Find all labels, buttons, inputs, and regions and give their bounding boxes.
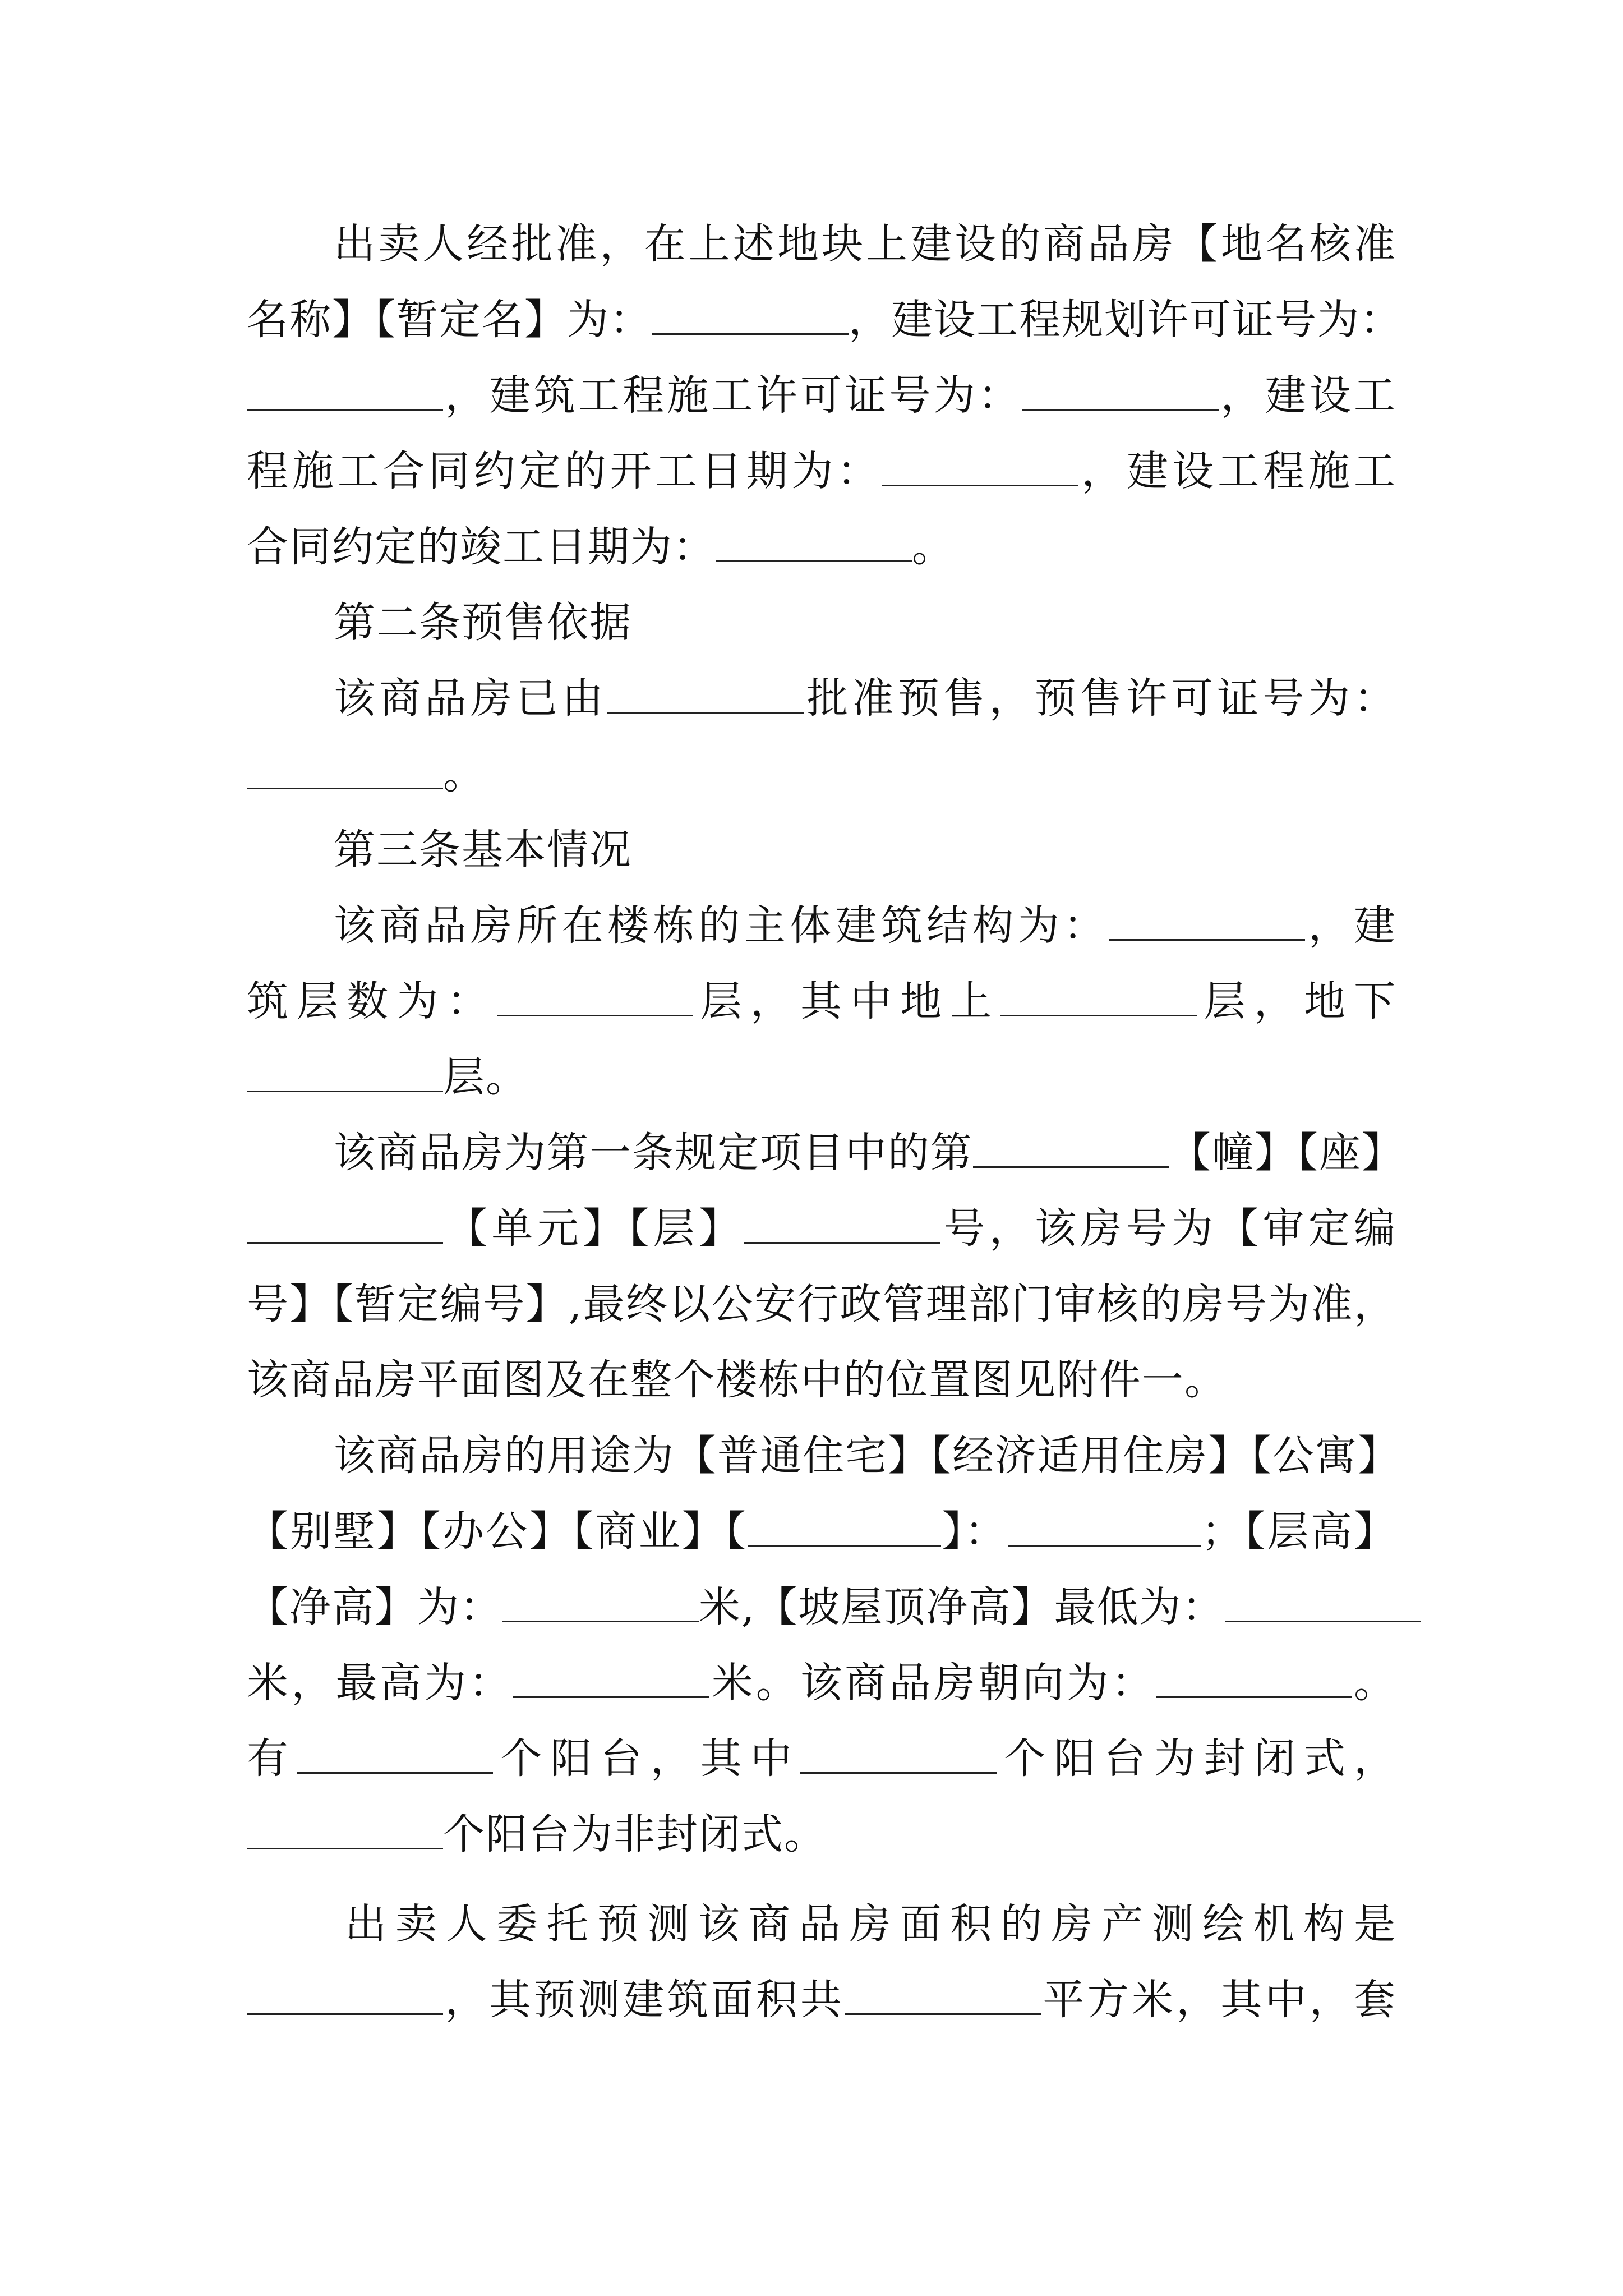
text: 】： xyxy=(941,1507,1008,1556)
paragraph-line xyxy=(247,1806,1396,1862)
text: 有 xyxy=(247,1734,297,1783)
text: ，建设工程规划许可证号为： xyxy=(849,296,1403,344)
blank-field xyxy=(1000,1013,1197,1016)
text: 该商品房已由 xyxy=(334,674,607,723)
paragraph-line xyxy=(247,1655,1396,1711)
paragraph-line xyxy=(247,519,1396,575)
blank-field xyxy=(607,710,804,714)
blank-field xyxy=(1109,937,1305,941)
paragraph-line xyxy=(247,1352,1396,1408)
text: 。 xyxy=(1352,1659,1397,1707)
text: 号】【暂定编号】,最终以公安行政管理部门审核的房号为准， xyxy=(247,1280,1396,1328)
blank-field xyxy=(247,1240,443,1244)
text: ，其预测建筑面积共 xyxy=(443,1976,845,2024)
paragraph-line xyxy=(247,1276,1396,1332)
text: ；【层高】 xyxy=(1201,1507,1396,1556)
blank-field xyxy=(247,2011,443,2015)
paragraph-line xyxy=(247,1200,1396,1257)
blank-field xyxy=(845,2011,1041,2015)
blank-field xyxy=(716,558,912,562)
blank-field xyxy=(297,1770,493,1774)
text: 该商品房平面图及在整个楼栋中的位置图见附件一。 xyxy=(247,1356,1227,1404)
text: 【净高】为： xyxy=(247,1583,502,1631)
blank-field xyxy=(800,1770,997,1774)
paragraph-line xyxy=(247,973,1396,1029)
text: 第二条预售依据 xyxy=(334,599,632,647)
text: 米，最高为： xyxy=(247,1659,514,1707)
text: 层。 xyxy=(443,1053,528,1101)
paragraph-line xyxy=(247,1731,1396,1787)
text: 号，该房号为【审定编 xyxy=(940,1204,1397,1253)
blank-field xyxy=(247,1088,443,1092)
blank-field xyxy=(973,1164,1169,1168)
section-heading xyxy=(334,822,1396,878)
paragraph-line xyxy=(345,1896,1396,1952)
text: 【别墅】【办公】【商业】【 xyxy=(247,1507,748,1556)
text: 个阳台为封闭式， xyxy=(997,1734,1396,1783)
paragraph-line xyxy=(334,1428,1400,1484)
text: 名称】【暂定名】为： xyxy=(247,296,652,344)
text: 米,【坡屋顶净高】最低为： xyxy=(699,1583,1225,1631)
text: 【单元】【层】 xyxy=(443,1204,745,1253)
blank-field xyxy=(1008,1543,1201,1547)
paragraph-line xyxy=(247,1503,1396,1559)
blank-field xyxy=(1225,1618,1421,1622)
text: 平方米，其中，套 xyxy=(1041,1976,1397,2024)
blank-field xyxy=(882,482,1078,486)
text: 程施工合同约定的开工日期为： xyxy=(247,447,883,495)
text: 层，地下 xyxy=(1196,977,1396,1025)
paragraph-line xyxy=(247,443,1396,499)
blank-field xyxy=(744,1240,940,1244)
blank-field xyxy=(1156,1694,1352,1698)
blank-field xyxy=(502,1618,699,1622)
text: 。 xyxy=(912,523,955,571)
text: ，建 xyxy=(1305,901,1397,950)
blank-field xyxy=(247,785,443,789)
text: 【幢】【座】 xyxy=(1169,1129,1404,1177)
text: 合同约定的竣工日期为： xyxy=(247,523,716,571)
text: 个阳台为非封闭式。 xyxy=(443,1810,827,1858)
blank-field xyxy=(247,1846,443,1849)
blank-field xyxy=(513,1694,709,1698)
blank-field xyxy=(497,1013,693,1016)
paragraph-line xyxy=(247,367,1396,424)
text: 该商品房所在楼栋的主体建筑结构为： xyxy=(334,901,1109,950)
text: 批准预售，预售许可证号为： xyxy=(803,674,1397,723)
text: 出卖人委托预测该商品房面积的房产测绘机构是 xyxy=(345,1900,1396,1948)
paragraph-line xyxy=(247,292,1403,348)
paragraph-line xyxy=(247,1049,1396,1105)
text: 层，其中地上 xyxy=(693,977,1000,1025)
text: 该商品房为第一条规定项目中的第 xyxy=(334,1129,973,1177)
text: 第三条基本情况 xyxy=(334,826,632,874)
paragraph-line xyxy=(334,898,1396,954)
blank-field xyxy=(247,407,443,411)
text: 。 xyxy=(443,750,486,798)
paragraph-line xyxy=(247,1972,1396,2028)
paragraph-line xyxy=(334,670,1396,726)
blank-field xyxy=(748,1543,941,1547)
text: ，建设工程施工 xyxy=(1078,447,1397,495)
text: ，建设工 xyxy=(1219,371,1396,420)
text: 筑层数为： xyxy=(247,977,497,1025)
text: 出卖人经批准，在上述地块上建设的商品房【地名核准 xyxy=(334,220,1396,268)
paragraph-line xyxy=(247,1579,1396,1635)
section-heading xyxy=(334,595,1396,651)
blank-field xyxy=(1022,407,1219,411)
text: 个阳台，其中 xyxy=(493,1734,800,1783)
blank-field xyxy=(652,331,849,335)
text: 该商品房的用途为【普通住宅】【经济适用住房】【公寓】 xyxy=(334,1432,1400,1480)
paragraph-line xyxy=(334,216,1396,272)
text: 米。该商品房朝向为： xyxy=(709,1659,1156,1707)
text: ，建筑工程施工许可证号为： xyxy=(443,371,1023,420)
paragraph-line xyxy=(334,1125,1404,1181)
paragraph-line xyxy=(247,746,1396,802)
